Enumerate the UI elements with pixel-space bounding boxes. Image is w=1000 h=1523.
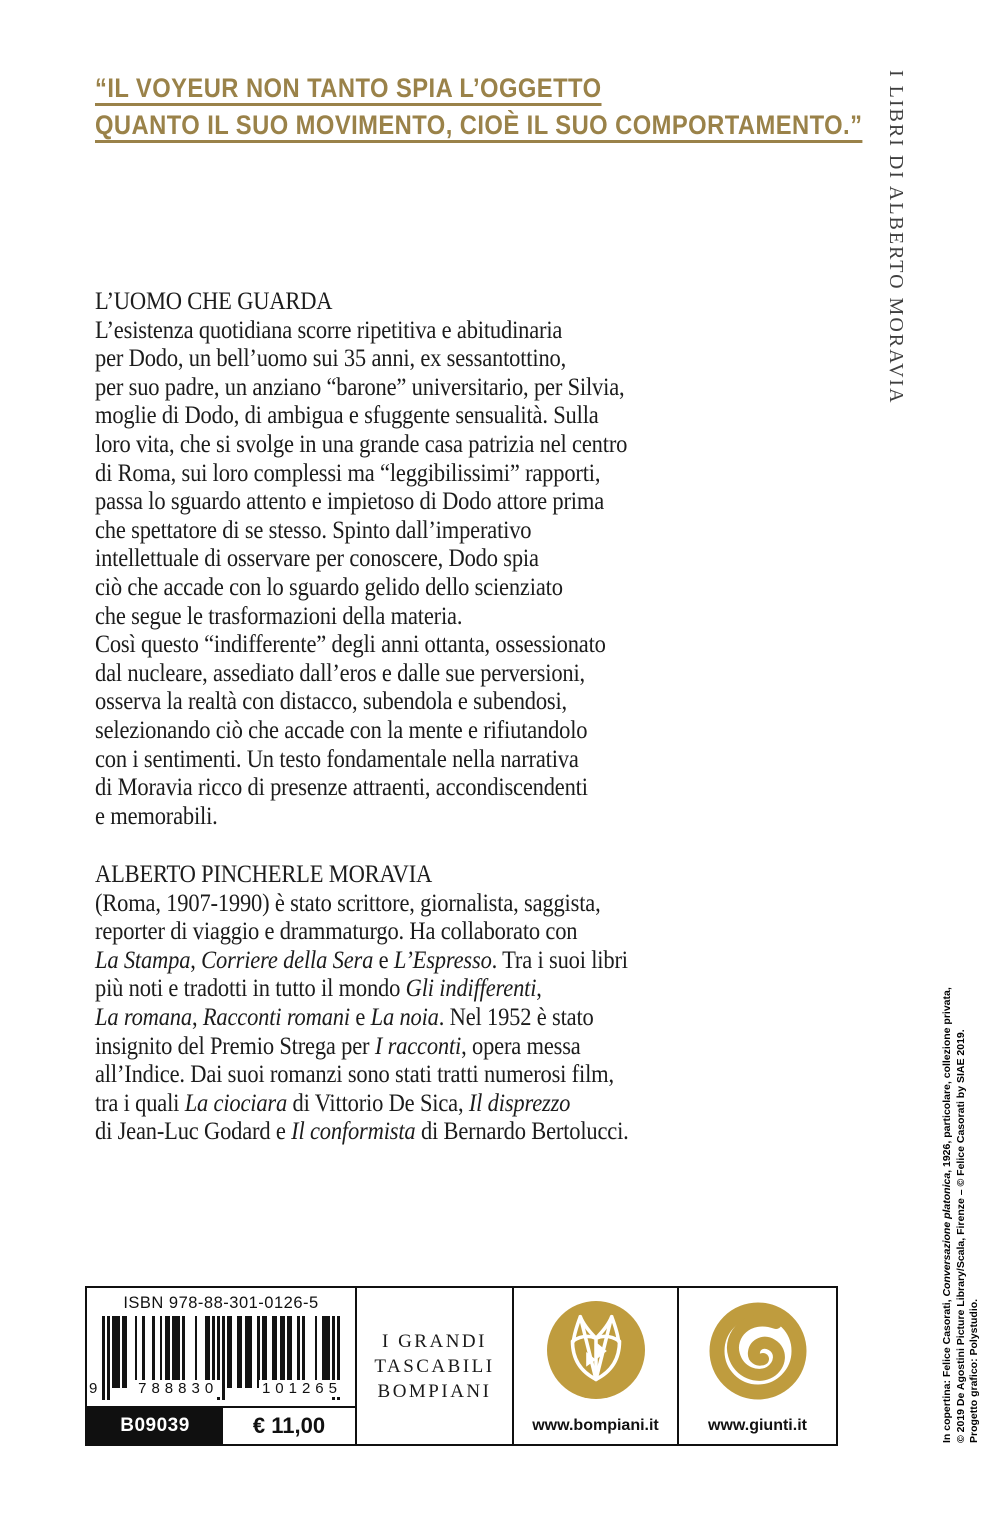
text-line: per suo padre, un anziano “barone” universitario, per Silvia, <box>95 373 625 401</box>
text-line: TASCABILI <box>374 1355 495 1377</box>
cover-quote <box>95 70 887 144</box>
barcode-digit-lead: 9 <box>89 1380 98 1397</box>
text-line: La Stampa, Corriere della Sera e L’Espresso. Tra i suoi libri <box>95 946 628 974</box>
text-line: L’esistenza quotidiana scorre ripetitiva e abitudinaria <box>95 316 563 344</box>
isbn-label: ISBN 978-88-301-0126-5 <box>123 1294 319 1312</box>
text-line: all’Indice. Dai suoi romanzi sono stati tratti numerosi film, <box>95 1061 614 1089</box>
text-line: BOMPIANI <box>377 1380 492 1402</box>
text-line: reporter di viaggio e drammaturgo. Ha collaborato con <box>95 918 578 946</box>
book-description <box>95 288 905 831</box>
text-line: Così questo “indifferente” degli anni ottanta, ossessionato <box>95 631 606 659</box>
text-line: ciò che accade con lo sguardo gelido dello scienziato <box>95 573 563 601</box>
text-line: per Dodo, un bell’uomo sui 35 anni, ex sessantottino, <box>95 345 567 373</box>
text-line: più noti e tradotti in tutto il mondo Gli indifferenti, <box>95 975 542 1003</box>
text-line: insignito del Premio Strega per I racconti, opera messa <box>95 1032 581 1060</box>
text-line: con i sentimenti. Un testo fondamentale nella narrativa <box>95 745 579 773</box>
text-line: selezionando ciò che accade con la mente e rifiutandolo <box>95 716 588 744</box>
giunti-section <box>677 1288 836 1444</box>
cover-credits <box>941 898 982 1443</box>
footer-strip <box>85 1286 838 1446</box>
author-name: ALBERTO PINCHERLE MORAVIA <box>95 861 433 888</box>
text-line: intellettuale di osservare per conoscere, Dodo spia <box>95 545 539 573</box>
author-bio-text <box>95 890 905 1147</box>
text-line: che spettatore di se stesso. Spinto dall’imperativo <box>95 516 532 544</box>
author-bio <box>95 861 905 1147</box>
text-line: In copertina: Felice Casorati, Conversazione platonica, 1926, particolare, collezione privata, <box>941 987 953 1443</box>
text-line: Progetto grafico: Polystudio. <box>968 1298 980 1443</box>
price-label: € 11,00 <box>252 1413 326 1438</box>
giunti-swirl-icon <box>708 1301 808 1401</box>
text-line: moglie di Dodo, di ambigua e sfuggente sensualità. Sulla <box>95 402 599 430</box>
barcode-section <box>87 1288 355 1444</box>
bompiani-flower-icon <box>547 1301 645 1399</box>
barcode-bottom-row <box>87 1406 355 1444</box>
text-line: e memorabili. <box>95 802 218 830</box>
bompiani-url: www.bompiani.it <box>532 1417 659 1434</box>
bompiani-section <box>512 1288 677 1444</box>
book-description-text <box>95 317 905 832</box>
text-line: QUANTO IL SUO MOVIMENTO, CIOÈ IL SUO COMPORTAMENTO.” <box>95 110 863 140</box>
text-line: osserva la realtà con distacco, subendola e subendosi, <box>95 688 568 716</box>
text-line: I GRANDI <box>382 1330 487 1352</box>
text-line: di Moravia ricco di presenze attraenti, accondiscendenti <box>95 774 588 802</box>
text-line: tra i quali La ciociara di Vittorio De Sica, Il disprezzo <box>95 1089 571 1117</box>
barcode-digit-group-2: 101265 <box>259 1380 345 1397</box>
book-title: L’UOMO CHE GUARDA <box>95 288 333 315</box>
barcode-digit-group-1: 788830 <box>135 1380 221 1397</box>
imprint-section <box>355 1288 512 1444</box>
imprint-label <box>374 1329 494 1404</box>
text-line: “IL VOYEUR NON TANTO SPIA L’OGGETTO <box>95 73 602 103</box>
text-line: passa lo sguardo attento e impietoso di Dodo attore prima <box>95 488 605 516</box>
text-line: dal nucleare, assediato dall’eros e dalle sue perversioni, <box>95 659 585 687</box>
text-line: © 2019 De Agostini Picture Library/Scala, Firenze – © Felice Casorati by SIAE 2019. <box>954 1029 967 1443</box>
text-line: La romana, Racconti romani e La noia. Nel 1952 è stato <box>95 1003 594 1031</box>
barcode-digits <box>89 1380 345 1397</box>
text-line: loro vita, che si svolge in una grande casa patrizia nel centro <box>95 430 628 458</box>
giunti-url: www.giunti.it <box>708 1417 807 1434</box>
text-line: di Jean-Luc Godard e Il conformista di Bernardo Bertolucci. <box>95 1118 629 1146</box>
text-line: (Roma, 1907-1990) è stato scrittore, giornalista, saggista, <box>95 889 601 917</box>
text-line: di Roma, sui loro complessi ma “leggibilissimi” rapporti, <box>95 459 601 487</box>
edition-code-badge: B09039 <box>87 1408 223 1444</box>
spine-vertical-label: I LIBRI DI ALBERTO MORAVIA <box>885 70 907 405</box>
text-line: che segue le trasformazioni della materia. <box>95 602 463 630</box>
